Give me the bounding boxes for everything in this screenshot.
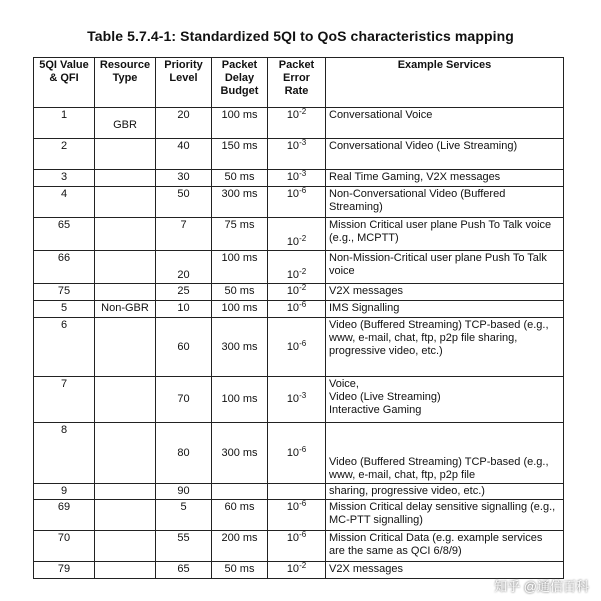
priority-cell: 5 xyxy=(156,500,212,531)
qfi-cell: 65 xyxy=(34,218,95,251)
priority-cell: 20 xyxy=(156,251,212,284)
resource-type-cell xyxy=(95,284,156,301)
delay-cell: 50 ms xyxy=(212,562,268,579)
priority-cell: 20 xyxy=(156,108,212,139)
resource-type-cell xyxy=(95,377,156,423)
resource-type-cell xyxy=(95,562,156,579)
qfi-cell: 7 xyxy=(34,377,95,423)
priority-cell: 55 xyxy=(156,531,212,562)
error-rate-cell: $10^{-2}$ xyxy=(268,284,326,301)
priority-cell: 70 xyxy=(156,377,212,423)
priority-cell: 90 xyxy=(156,484,212,500)
delay-cell: 100 ms xyxy=(212,377,268,423)
header-priority: Priority Level xyxy=(156,58,212,108)
qfi-cell: 3 xyxy=(34,170,95,187)
error-rate-cell: $10^{-3}$ xyxy=(268,170,326,187)
services-cell: Video (Buffered Streaming) TCP-based (e.g., www, e-mail, chat, ftp, p2p file xyxy=(326,423,564,484)
error-rate-cell: $10^{-2}$ xyxy=(268,108,326,139)
header-qfi: 5QI Value & QFI xyxy=(34,58,95,108)
qfi-cell: 1 xyxy=(34,108,95,139)
priority-cell: 7 xyxy=(156,218,212,251)
table-row xyxy=(34,108,564,139)
services-cell: Non-Mission-Critical user plane Push To Talk voice xyxy=(326,251,564,284)
services-cell: Conversational Voice xyxy=(326,108,564,139)
qfi-cell: 70 xyxy=(34,531,95,562)
watermark: 知乎 @通信百科 xyxy=(494,579,589,594)
delay-cell: 150 ms xyxy=(212,139,268,170)
qfi-cell: 9 xyxy=(34,484,95,500)
services-cell: Video (Buffered Streaming) TCP-based (e.g., www, e-mail, chat, ftp, p2p file sharing, progressive video, etc.) xyxy=(326,318,564,377)
delay-cell: 300 ms xyxy=(212,187,268,218)
priority-cell: 30 xyxy=(156,170,212,187)
qfi-cell: 69 xyxy=(34,500,95,531)
error-rate-cell: $10^{-2}$ xyxy=(268,218,326,251)
delay-cell: 60 ms xyxy=(212,500,268,531)
resource-type-cell xyxy=(95,218,156,251)
resource-type-cell: Non-GBR xyxy=(95,301,156,318)
header-delay: Packet Delay Budget xyxy=(212,58,268,108)
priority-cell: 60 xyxy=(156,318,212,377)
error-rate-cell: $10^{-3}$ xyxy=(268,377,326,423)
services-cell: Conversational Video (Live Streaming) xyxy=(326,139,564,170)
table-row xyxy=(34,377,564,423)
qfi-cell: 8 xyxy=(34,423,95,484)
qfi-cell: 6 xyxy=(34,318,95,377)
resource-type-cell: GBR xyxy=(95,108,156,139)
error-rate-cell: $10^{-6}$ xyxy=(268,187,326,218)
resource-type-cell xyxy=(95,484,156,500)
qfi-cell: 79 xyxy=(34,562,95,579)
qfi-cell: 2 xyxy=(34,139,95,170)
header-error-rate: Packet Error Rate xyxy=(268,58,326,108)
qfi-cell: 4 xyxy=(34,187,95,218)
qfi-cell: 66 xyxy=(34,251,95,284)
services-cell: Mission Critical Data (e.g. example services are the same as QCI 6/8/9) xyxy=(326,531,564,562)
table-row xyxy=(34,484,564,500)
error-rate-cell: $10^{-6}$ xyxy=(268,500,326,531)
table-row xyxy=(34,562,564,579)
delay-cell: 75 ms xyxy=(212,218,268,251)
resource-type-cell xyxy=(95,423,156,484)
services-line: Voice, xyxy=(329,378,359,390)
delay-cell: 50 ms xyxy=(212,284,268,301)
delay-cell: 50 ms xyxy=(212,170,268,187)
resource-type-cell xyxy=(95,251,156,284)
error-rate-cell xyxy=(268,484,326,500)
services-cell: Mission Critical delay sensitive signalling (e.g., MC-PTT signalling) xyxy=(326,500,564,531)
table-row xyxy=(34,187,564,218)
table-row xyxy=(34,500,564,531)
delay-cell: 300 ms xyxy=(212,423,268,484)
services-cell: Real Time Gaming, V2X messages xyxy=(326,170,564,187)
qfi-cell: 5 xyxy=(34,301,95,318)
table-row xyxy=(34,423,564,484)
services-line: Interactive Gaming xyxy=(329,404,422,416)
table-row xyxy=(34,531,564,562)
services-cell: IMS Signalling xyxy=(326,301,564,318)
qfi-cell: 75 xyxy=(34,284,95,301)
priority-cell: 10 xyxy=(156,301,212,318)
resource-type-cell xyxy=(95,187,156,218)
services-cell: Mission Critical user plane Push To Talk voice (e.g., MCPTT) xyxy=(326,218,564,251)
resource-type-cell xyxy=(95,531,156,562)
resource-type-cell xyxy=(95,500,156,531)
resource-type-cell xyxy=(95,318,156,377)
priority-cell: 65 xyxy=(156,562,212,579)
qos-mapping-table xyxy=(33,57,564,579)
delay-cell: 200 ms xyxy=(212,531,268,562)
services-cell: V2X messages xyxy=(326,562,564,579)
services-cell: sharing, progressive video, etc.) xyxy=(326,484,564,500)
header-row xyxy=(34,58,564,108)
delay-cell xyxy=(212,484,268,500)
priority-cell: 50 xyxy=(156,187,212,218)
priority-cell: 25 xyxy=(156,284,212,301)
table-row xyxy=(34,170,564,187)
error-rate-cell: $10^{-2}$ xyxy=(268,562,326,579)
error-rate-cell: $10^{-6}$ xyxy=(268,423,326,484)
priority-cell: 80 xyxy=(156,423,212,484)
delay-cell: 100 ms xyxy=(212,251,268,284)
header-services: Example Services xyxy=(326,58,564,108)
services-cell xyxy=(326,377,564,423)
services-cell: Non-Conversational Video (Buffered Streaming) xyxy=(326,187,564,218)
error-rate-cell: $10^{-6}$ xyxy=(268,301,326,318)
table-row xyxy=(34,318,564,377)
table-row xyxy=(34,251,564,284)
resource-type-cell xyxy=(95,170,156,187)
error-rate-cell: $10^{-3}$ xyxy=(268,139,326,170)
error-rate-cell: $10^{-6}$ xyxy=(268,318,326,377)
services-line: Video (Live Streaming) xyxy=(329,391,441,403)
resource-type-cell xyxy=(95,139,156,170)
error-rate-cell: $10^{-2}$ xyxy=(268,251,326,284)
table-title: Table 5.7.4-1: Standardized 5QI to QoS characteristics mapping xyxy=(87,28,514,44)
table-row xyxy=(34,284,564,301)
delay-cell: 300 ms xyxy=(212,318,268,377)
priority-cell: 40 xyxy=(156,139,212,170)
delay-cell: 100 ms xyxy=(212,301,268,318)
services-cell: V2X messages xyxy=(326,284,564,301)
delay-cell: 100 ms xyxy=(212,108,268,139)
error-rate-cell: $10^{-6}$ xyxy=(268,531,326,562)
table-row xyxy=(34,218,564,251)
table-row xyxy=(34,301,564,318)
header-resource-type: Resource Type xyxy=(95,58,156,108)
table-row xyxy=(34,139,564,170)
